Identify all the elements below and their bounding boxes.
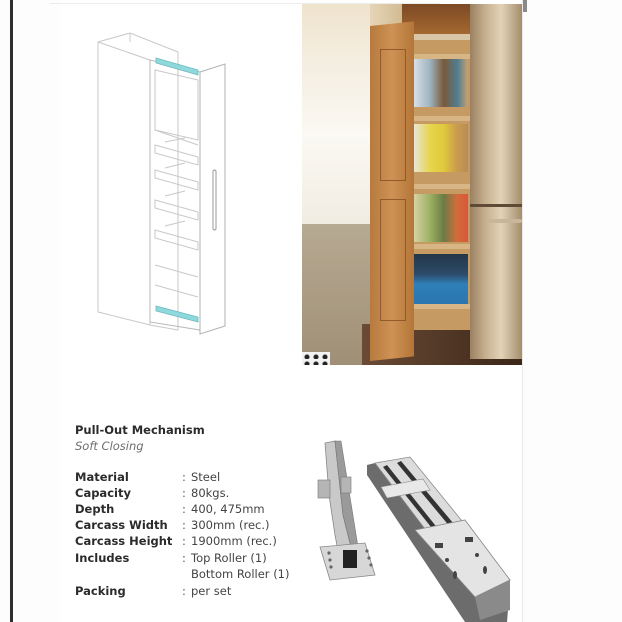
spec-value: Steel xyxy=(191,470,221,484)
spec-label: Capacity xyxy=(75,486,131,500)
spec-label: Packing xyxy=(75,584,126,598)
spec-value: 1900mm (rec.) xyxy=(191,534,277,548)
product-title: Pull-Out Mechanism xyxy=(75,423,205,437)
page-edge xyxy=(522,0,523,622)
spec-value: 80kgs. xyxy=(191,486,230,500)
spec-label: Carcass Height xyxy=(75,534,173,548)
spec-separator: : xyxy=(182,584,186,598)
kitchen-pantry-photo xyxy=(302,4,522,365)
spec-separator: : xyxy=(182,502,186,516)
spec-value: Top Roller (1) xyxy=(191,551,267,565)
spec-separator: : xyxy=(182,534,186,548)
spec-label: Depth xyxy=(75,502,115,516)
spec-separator: : xyxy=(182,518,186,532)
spec-label: Carcass Width xyxy=(75,518,168,532)
bottom-roller-highlight xyxy=(156,306,198,322)
spec-value: Bottom Roller (1) xyxy=(191,567,290,581)
scrollbar-thumb[interactable] xyxy=(523,0,527,12)
spec-label: Includes xyxy=(75,551,130,565)
spec-separator: : xyxy=(182,486,186,500)
spec-value: 400, 475mm xyxy=(191,502,265,516)
product-subtitle: Soft Closing xyxy=(75,439,144,453)
spec-value: per set xyxy=(191,584,232,598)
pullout-mechanism-photo xyxy=(315,435,515,622)
top-roller-highlight xyxy=(156,58,198,75)
cabinet-line-drawing xyxy=(90,30,235,340)
spec-label: Material xyxy=(75,470,129,484)
spec-separator: : xyxy=(182,470,186,484)
spec-value: 300mm (rec.) xyxy=(191,518,270,532)
spec-separator: : xyxy=(182,551,186,565)
document-border xyxy=(10,0,13,622)
